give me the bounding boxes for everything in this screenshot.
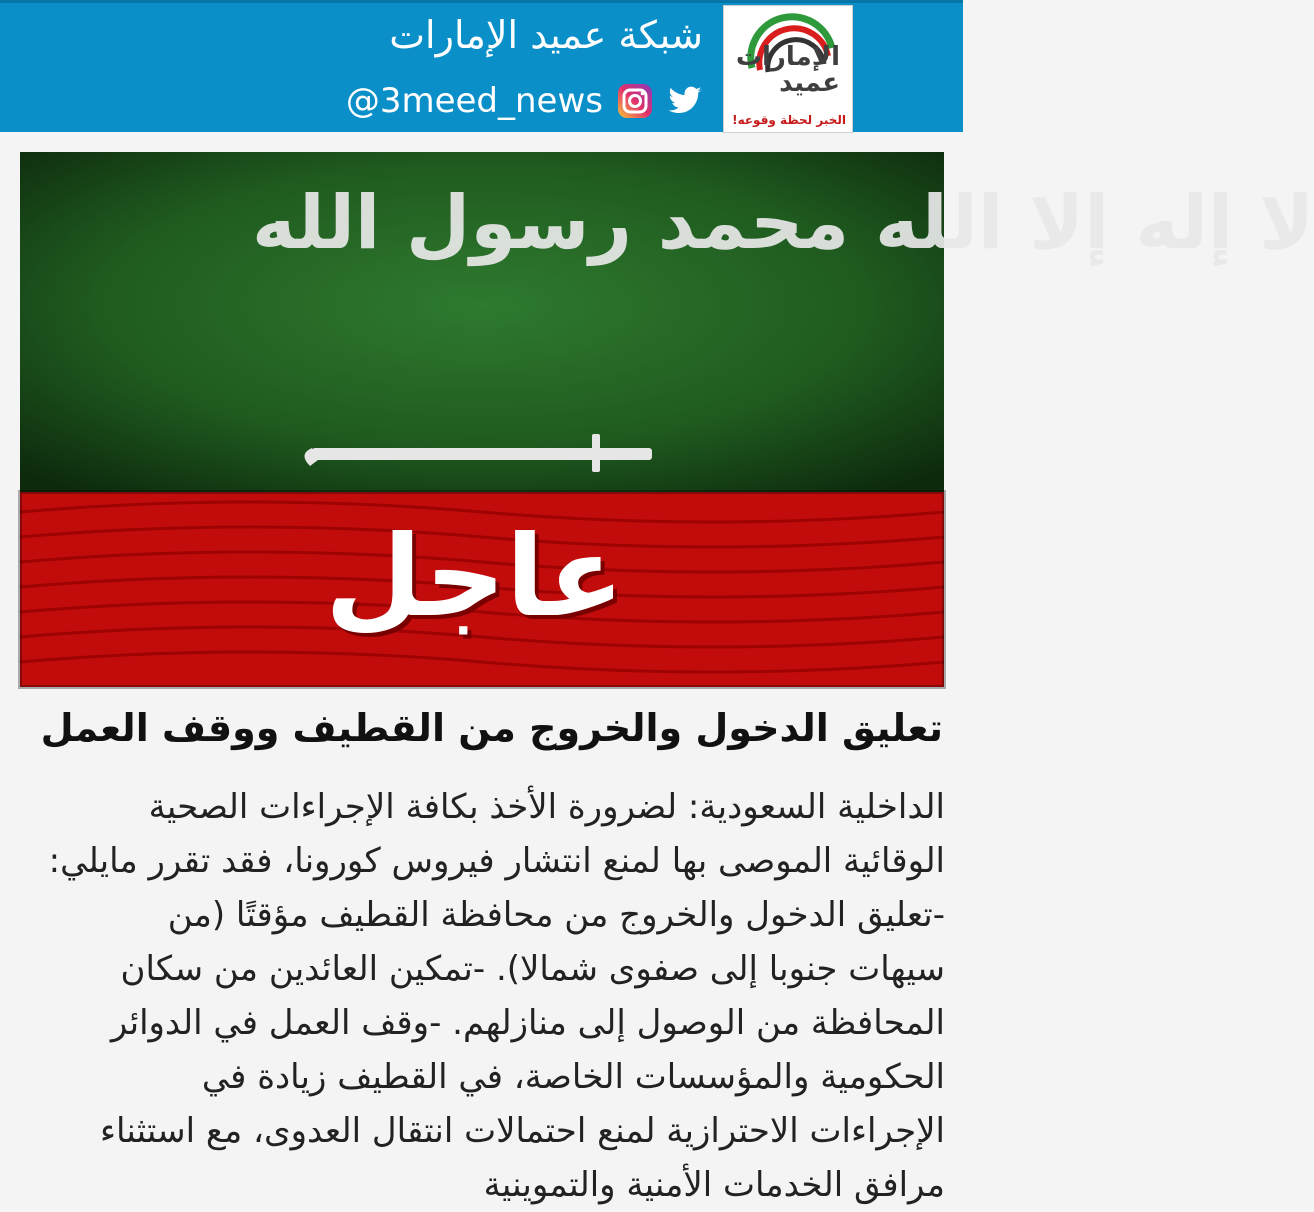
article-body bbox=[15, 780, 945, 1212]
social-handle-row bbox=[346, 81, 703, 121]
article-headline: تعليق الدخول والخروج من القطيف ووقف العمل bbox=[40, 706, 943, 750]
body-line: مرافق الخدمات الأمنية والتموينية bbox=[483, 1165, 945, 1205]
body-line: الحكومية والمؤسسات الخاصة، في القطيف زيادة في bbox=[201, 1057, 945, 1097]
header-bar bbox=[0, 0, 963, 132]
body-line: الداخلية السعودية: لضرورة الأخذ بكافة الإجراءات الصحية bbox=[148, 787, 945, 827]
network-title: شبكة عميد الإمارات bbox=[389, 13, 703, 57]
urgent-label: عاجل bbox=[325, 512, 625, 642]
instagram-icon[interactable] bbox=[617, 83, 653, 119]
handle-text: @3meed_news bbox=[345, 81, 603, 121]
logo-tagline: الخبر لحظة وقوعه! bbox=[732, 113, 846, 127]
body-line: سيهات جنوبا إلى صفوى شمالا). -تمكين العائدين من سكان bbox=[120, 949, 945, 989]
logo-line-2: عميد bbox=[779, 68, 840, 98]
news-banner-image bbox=[20, 152, 1314, 687]
body-line: المحافظة من الوصول إلى منازلهم. -وقف العمل في الدوائر bbox=[110, 1003, 945, 1043]
body-line: الوقائية الموصى بها لمنع انتشار فيروس كورونا، فقد تقرر مايلي: bbox=[48, 841, 945, 881]
body-line: الإجراءات الاحترازية لمنع احتمالات انتقال العدوى، مع استثناء bbox=[100, 1111, 945, 1151]
logo-line-1: الإمارات bbox=[735, 42, 840, 72]
logo bbox=[723, 5, 853, 133]
logo-wordmark bbox=[736, 44, 840, 96]
twitter-icon[interactable] bbox=[667, 83, 703, 119]
flag-inscription: لا إله إلا الله محمد رسول الله bbox=[252, 180, 1314, 266]
body-line: -تعليق الدخول والخروج من محافظة القطيف مؤقتًا (من bbox=[167, 895, 945, 935]
